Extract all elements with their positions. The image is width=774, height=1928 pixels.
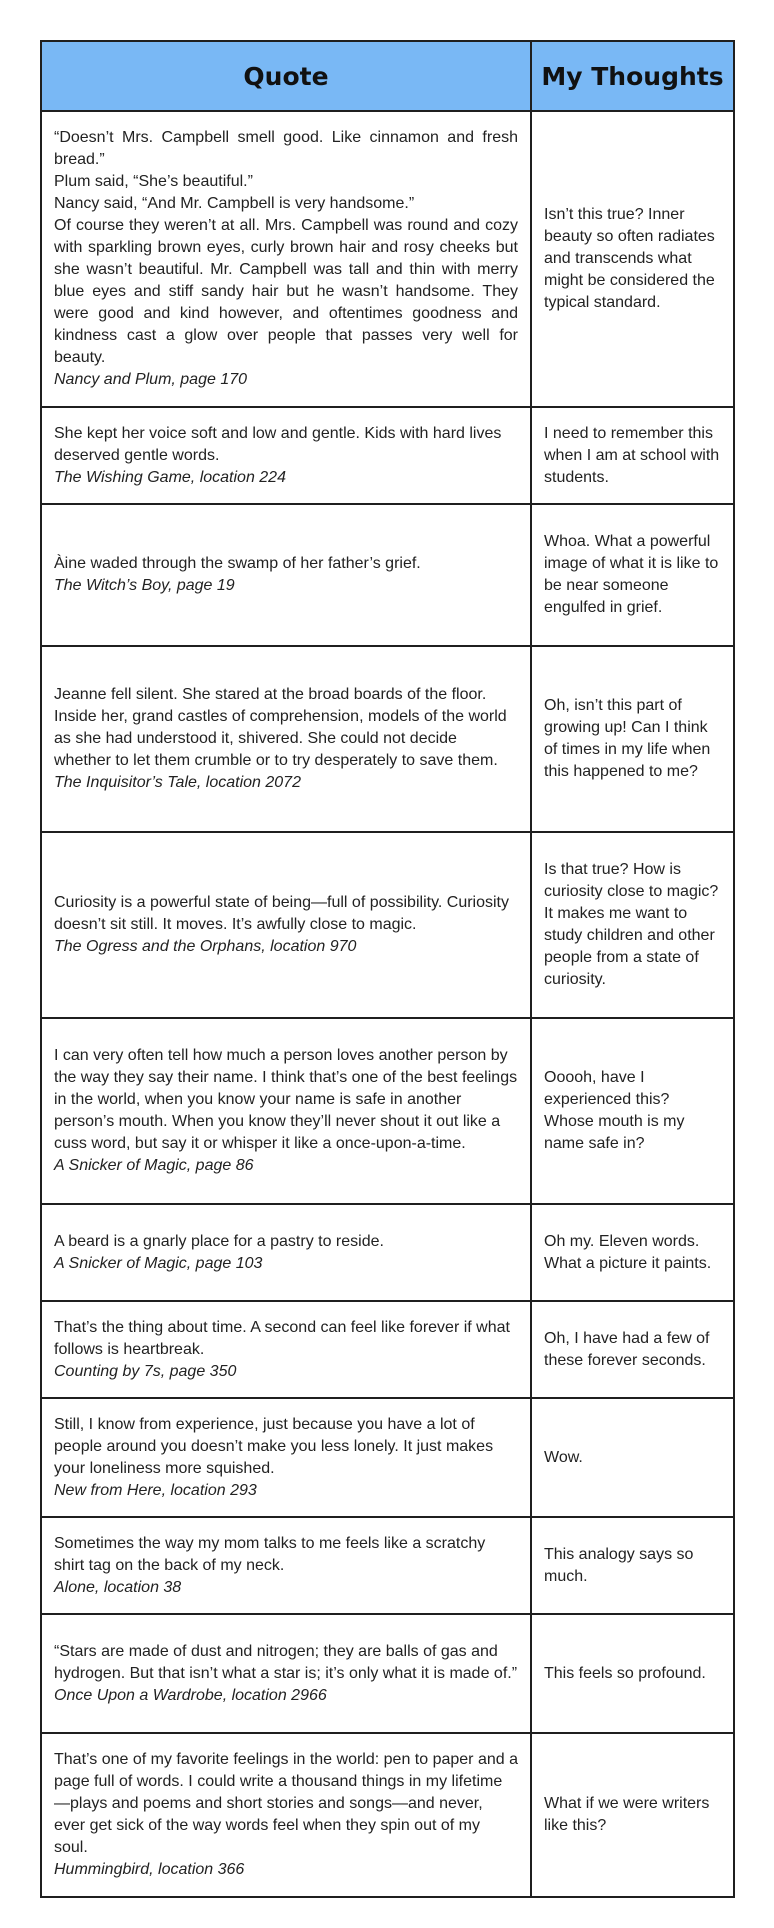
- table-row: [41, 1301, 734, 1398]
- quote-text: Jeanne fell silent. She stared at the broad boards of the floor. Inside her, grand castles of comprehension, models of the world as she had understood it, shivered. She could not decide whether to let them crumble or to try desperately to save them.: [54, 686, 507, 769]
- quote-cell: [41, 1204, 531, 1301]
- quote-cell: [41, 111, 531, 407]
- quote-text: Curiosity is a powerful state of being—full of possibility. Curiosity doesn’t sit still. It moves. It’s awfully close to magic.: [54, 894, 509, 933]
- quote-text: That’s one of my favorite feelings in the world: pen to paper and a page full of words. I could write a thousand things in my lifetime—plays and poems and short stories and songs—and never, ever get sick of the way words feel when they spin out of my soul.: [54, 1751, 518, 1856]
- table-row: [41, 504, 734, 646]
- thought-cell: This analogy says so much.: [531, 1517, 734, 1614]
- quote-text: Àine waded through the swamp of her father’s grief.: [54, 555, 421, 572]
- quote-column-header: Quote: [41, 41, 531, 111]
- quote-text: Of course they weren’t at all. Mrs. Campbell was round and cozy with sparkling brown eyes, curly brown hair and rosy cheeks but she wasn’t beautiful. Mr. Campbell was tall and thin with merry blue eyes and stiff sandy hair but he wasn’t handsome. They were good and kind however, and oftentimes goodness and kindness cast a glow over people that passes very well for beauty.: [54, 217, 518, 366]
- thought-cell: Wow.: [531, 1398, 734, 1517]
- quote-text: I can very often tell how much a person loves another person by the way they say their name. I think that’s one of the best feelings in the world, when you know your name is safe in another person’s mouth. When you know they’ll never shout it out like a cuss word, but say it or whisper it like a once-upon-a-time.: [54, 1047, 518, 1152]
- table-row: [41, 1398, 734, 1517]
- quote-text: “Stars are made of dust and nitrogen; they are balls of gas and hydrogen. But that isn’t what a star is; it’s only what it is made of.”: [54, 1642, 518, 1682]
- quote-text: She kept her voice soft and low and gentle. Kids with hard lives deserved gentle words.: [54, 424, 502, 464]
- quote-source: The Inquisitor’s Tale, location 2072: [54, 774, 301, 791]
- thought-cell: Isn’t this true? Inner beauty so often radiates and transcends what might be considered the typical standard.: [531, 111, 734, 407]
- quote-source: The Ogress and the Orphans, location 970: [54, 938, 357, 955]
- thought-cell: I need to remember this when I am at school with students.: [531, 407, 734, 504]
- thought-cell: Oh, I have had a few of these forever seconds.: [531, 1301, 734, 1398]
- quote-cell: [41, 1018, 531, 1204]
- quote-cell: [41, 504, 531, 646]
- quote-source: Nancy and Plum, page 170: [54, 371, 248, 388]
- quote-journal-page: [40, 40, 733, 1898]
- quote-cell: [41, 646, 531, 832]
- quote-cell: [41, 1517, 531, 1614]
- quote-text: Still, I know from experience, just because you have a lot of people around you doesn’t make you less lonely. It just makes your loneliness more squished.: [54, 1415, 494, 1477]
- quote-cell: [41, 1614, 531, 1733]
- quote-cell: [41, 407, 531, 504]
- quote-text: Plum said, “She’s beautiful.”: [54, 173, 253, 190]
- thought-cell: Oh, isn’t this part of growing up! Can I think of times in my life when this happened to me?: [531, 646, 734, 832]
- thought-cell: Whoa. What a powerful image of what it is like to be near someone engulfed in grief.: [531, 504, 734, 646]
- table-row: [41, 1614, 734, 1733]
- quote-text: A beard is a gnarly place for a pastry to reside.: [54, 1232, 384, 1250]
- table-row: [41, 1204, 734, 1301]
- quote-cell: [41, 1301, 531, 1398]
- quote-cell: [41, 832, 531, 1018]
- table-row: [41, 1517, 734, 1614]
- table-row: [41, 646, 734, 832]
- quote-source: Counting by 7s, page 350: [54, 1362, 237, 1380]
- quote-text: That’s the thing about time. A second can feel like forever if what follows is heartbreak.: [54, 1318, 510, 1358]
- quote-source: A Snicker of Magic, page 86: [54, 1157, 254, 1174]
- thought-cell: This feels so profound.: [531, 1614, 734, 1733]
- quote-source: Once Upon a Wardrobe, location 2966: [54, 1686, 327, 1704]
- thought-cell: What if we were writers like this?: [531, 1733, 734, 1897]
- table-header-row: [41, 41, 734, 111]
- quote-source: New from Here, location 293: [54, 1481, 257, 1499]
- thought-cell: Oh my. Eleven words. What a picture it paints.: [531, 1204, 734, 1301]
- quote-text: “Doesn’t Mrs. Campbell smell good. Like cinnamon and fresh bread.”: [54, 129, 518, 168]
- quote-source: The Witch’s Boy, page 19: [54, 577, 235, 594]
- table-row: [41, 1018, 734, 1204]
- quote-text: Nancy said, “And Mr. Campbell is very handsome.”: [54, 195, 415, 212]
- quotes-table: [40, 40, 735, 1898]
- table-row: [41, 1733, 734, 1897]
- quote-cell: [41, 1733, 531, 1897]
- thoughts-column-header: My Thoughts: [531, 41, 734, 111]
- quote-source: Hummingbird, location 366: [54, 1861, 245, 1878]
- quote-source: The Wishing Game, location 224: [54, 468, 286, 486]
- quote-source: A Snicker of Magic, page 103: [54, 1254, 263, 1272]
- table-row: [41, 111, 734, 407]
- table-row: [41, 832, 734, 1018]
- quote-text: Sometimes the way my mom talks to me feels like a scratchy shirt tag on the back of my neck.: [54, 1534, 486, 1574]
- table-row: [41, 407, 734, 504]
- quote-cell: [41, 1398, 531, 1517]
- thought-cell: Is that true? How is curiosity close to magic? It makes me want to study children and other people from a state of curiosity.: [531, 832, 734, 1018]
- quote-source: Alone, location 38: [54, 1578, 182, 1596]
- thought-cell: Ooooh, have I experienced this? Whose mouth is my name safe in?: [531, 1018, 734, 1204]
